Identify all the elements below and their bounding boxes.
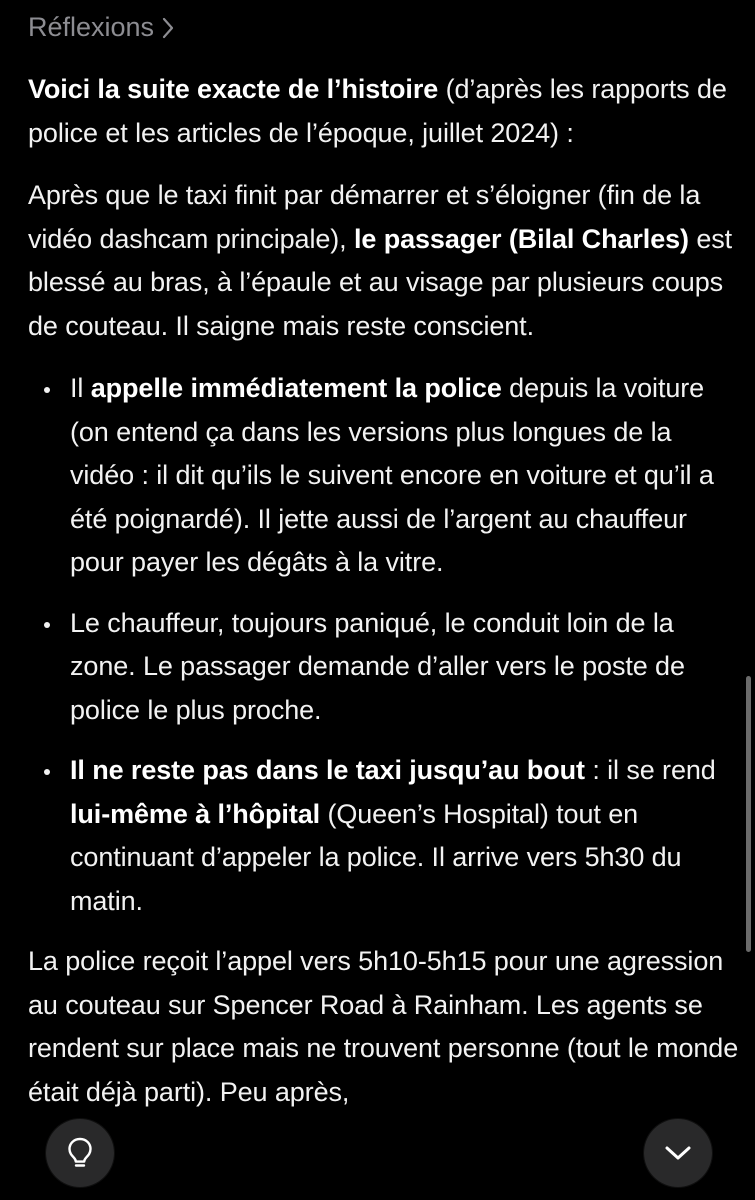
bullet-1-text-b: depuis la voiture (on entend ça dans les versions plus longues de la vidéo : il dit qu’ils le suivent encore en voiture et qu’il a été poignardé). Il jette aussi de l’argent au chauffeur pour payer les dégâts à la vitre. (70, 373, 714, 577)
reflexions-label: Réflexions (28, 12, 155, 42)
bullet-3-text-b: (Queen’s Hospital) tout en continuant d’appeler la police. Il arrive vers 5h30 du matin. (70, 798, 682, 916)
scroll-down-button[interactable] (644, 1119, 712, 1187)
intro-bold: Voici la suite exacte de l’histoire (28, 74, 439, 104)
paragraph-1-bold: le passager (Bilal Charles) (353, 223, 689, 254)
bullet-3-bold-1: Il ne reste pas dans le taxi jusqu’au bout (70, 755, 585, 785)
bullet-3-text-a: : il se rend (584, 755, 716, 785)
reflexions-toggle[interactable] (28, 12, 174, 43)
list-item (28, 749, 740, 923)
chevron-right-icon (162, 17, 174, 39)
bullet-3-bold-2: lui-même à l’hôpital (70, 798, 321, 829)
list-item (28, 367, 740, 585)
bullet-1-text-a: Il (70, 373, 91, 403)
bullet-list (28, 367, 740, 923)
list-item (28, 602, 740, 733)
paragraph-1 (28, 174, 740, 348)
lightbulb-icon (65, 1136, 95, 1170)
intro-paragraph (28, 68, 740, 155)
lightbulb-button[interactable] (46, 1119, 114, 1187)
paragraph-1-text-a: Après que le taxi finit par démarrer et s’éloigner (fin de la vidéo dashcam principale), (28, 180, 701, 254)
message-content (28, 68, 740, 1133)
bullet-1-bold: appelle immédiatement la police (90, 373, 502, 403)
chevron-down-icon (664, 1144, 692, 1162)
bullet-2-text: Le chauffeur, toujours paniqué, le conduit loin de la zone. Le passager demande d’aller vers le poste de police le plus proche. (70, 607, 685, 725)
paragraph-2 (28, 940, 740, 1114)
paragraph-1-text-b: est blessé au bras, à l’épaule et au visage par plusieurs coups de couteau. Il saigne mais reste conscient. (28, 223, 733, 341)
intro-text: (d’après les rapports de police et les articles de l’époque, juillet 2024) : (28, 74, 727, 148)
paragraph-2-text: La police reçoit l’appel vers 5h10-5h15 pour une agression au couteau sur Spencer Road à Rainham. Les agents se rendent sur place mais ne trouvent personne (tout le monde était déjà parti). Peu après, (28, 946, 739, 1107)
scrollbar[interactable] (746, 676, 751, 952)
